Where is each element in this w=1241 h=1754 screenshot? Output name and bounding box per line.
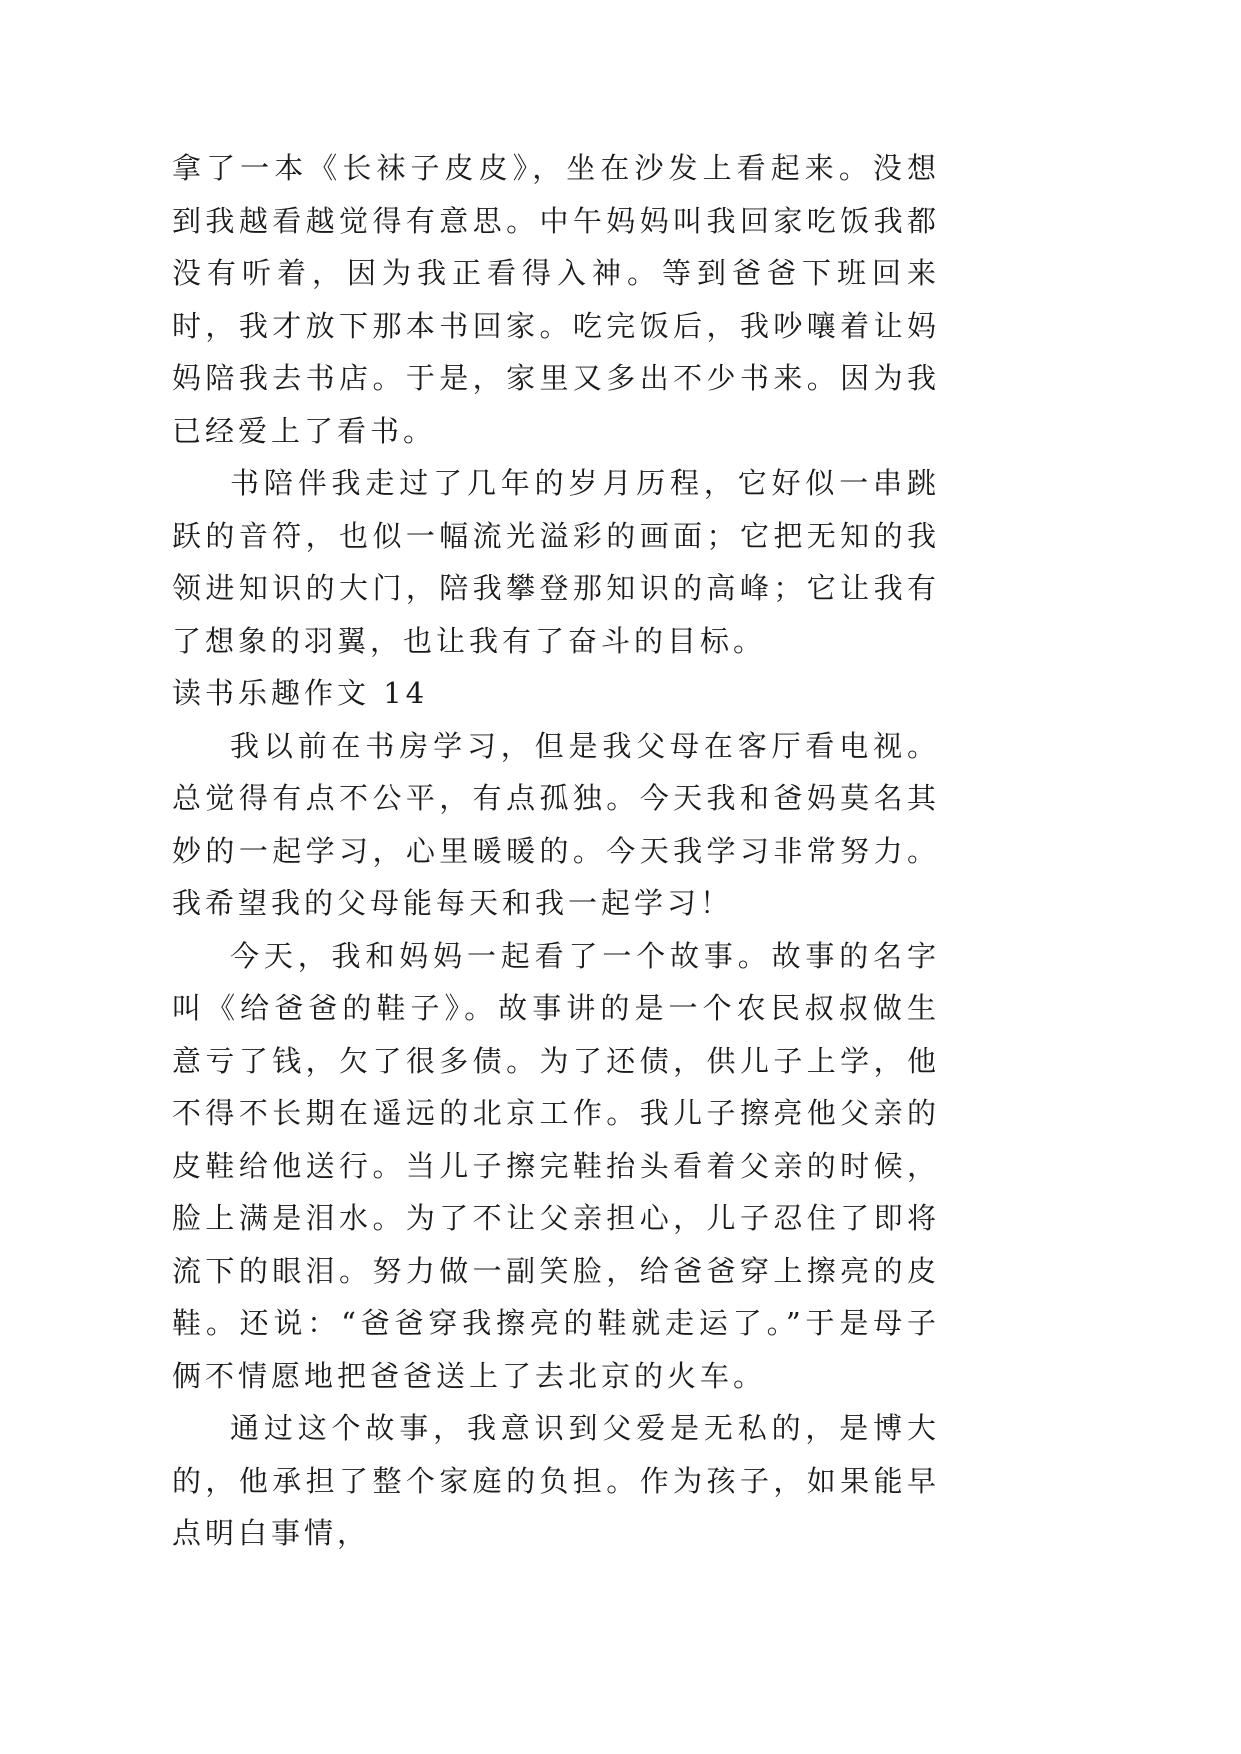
essay-title: 读书乐趣作文 14 <box>172 676 429 710</box>
paragraph-fathers-love: 通过这个故事，我意识到父爱是无私的，是博大的，他承担了整个家庭的负担。作为孩子，如果能早点明白事情， <box>172 1411 940 1550</box>
paragraph-book-companion: 书陪伴我走过了几年的岁月历程，它好似一串跳跃的音符，也似一幅流光溢彩的画面；它把无知的我领进知识的大门，陪我攀登那知识的高峰；它让我有了想象的羽翼，也让我有了奋斗的目标。 <box>172 466 940 658</box>
document-body <box>172 142 940 1560</box>
paragraph-shoes-story: 今天，我和妈妈一起看了一个故事。故事的名字叫《给爸爸的鞋子》。故事讲的是一个农民叔叔做生意亏了钱，欠了很多债。为了还债，供儿子上学，他不得不长期在遥远的北京工作。我儿子擦亮他父亲的皮鞋给他送行。当儿子擦完鞋抬头看着父亲的时候，脸上满是泪水。为了不让父亲担心，儿子忍住了即将流下的眼泪。努力做一副笑脸，给爸爸穿上擦亮的皮鞋。还说：“爸爸穿我擦亮的鞋就走运了。”于是母子俩不情愿地把爸爸送上了去北京的火车。 <box>172 938 940 1393</box>
paragraph-study-with-parents: 我以前在书房学习，但是我父母在客厅看电视。总觉得有点不公平，有点孤独。今天我和爸妈莫名其妙的一起学习，心里暖暖的。今天我学习非常努力。我希望我的父母能每天和我一起学习！ <box>172 728 940 920</box>
paragraph-reading-continuation: 拿了一本《长袜子皮皮》，坐在沙发上看起来。没想到我越看越觉得有意思。中午妈妈叫我回家吃饭我都没有听着，因为我正看得入神。等到爸爸下班回来时，我才放下那本书回家。吃完饭后，我吵嚷着让妈妈陪我去书店。于是，家里又多出不少书来。因为我已经爱上了看书。 <box>172 151 940 448</box>
